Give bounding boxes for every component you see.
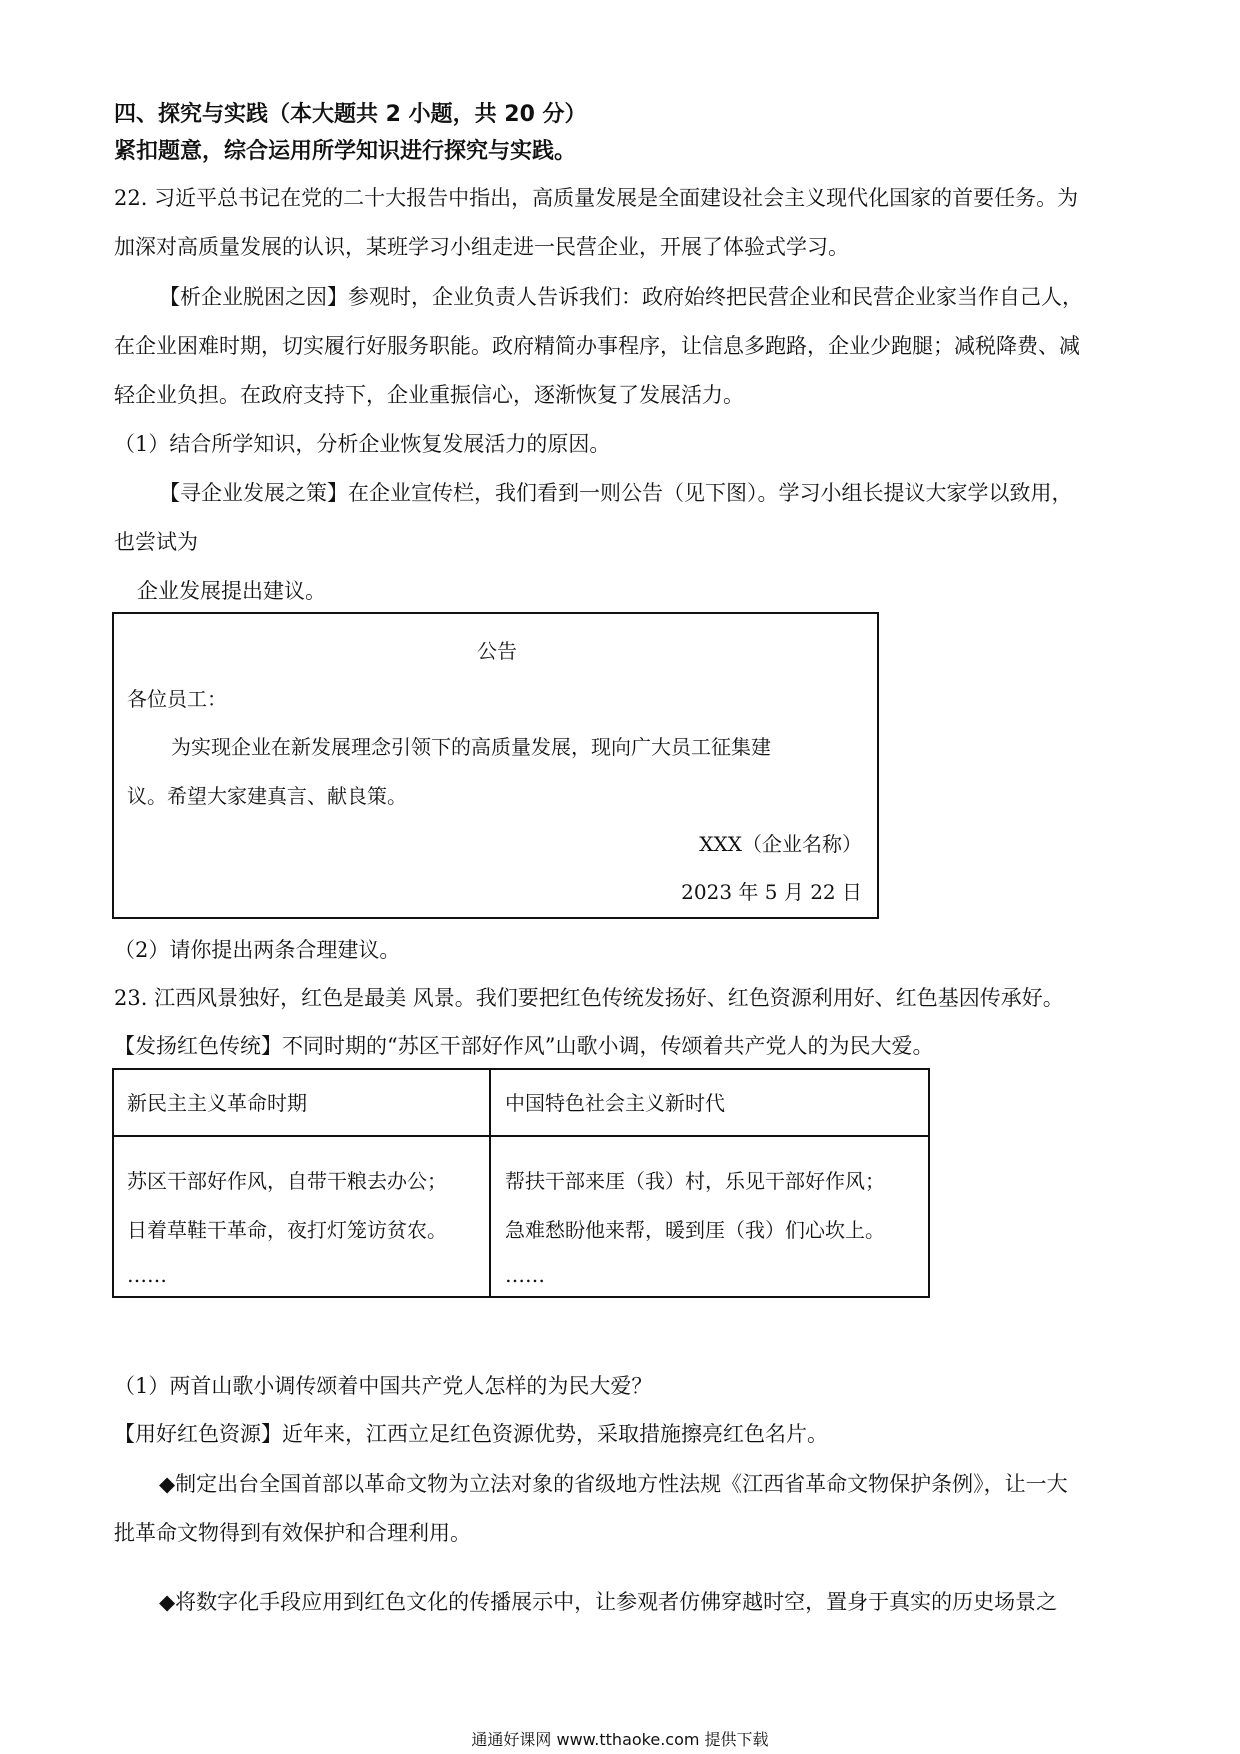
q23-part2-heading: 【用好红色资源】近年来，江西立足红色资源优势，采取措施擦亮红色名片。 <box>114 1422 828 1446</box>
table-divider-horizontal <box>114 1135 928 1137</box>
q23-intro: 23. 江西风景独好，红色是最美 风景。我们要把红色传统发扬好、红色资源利用好、红色基因传承好。 <box>114 986 1064 1010</box>
section-instruction: 紧扣题意，综合运用所学知识进行探究与实践。 <box>114 139 577 164</box>
notice-greeting: 各位员工： <box>127 687 227 711</box>
q23-bullet1-line2: 批革命文物得到有效保护和合理利用。 <box>114 1521 471 1545</box>
q22-question2: （2）请你提出两条合理建议。 <box>114 938 401 962</box>
q23-bullet1-line1: ◆制定出台全国首部以革命文物为立法对象的省级地方性法规《江西省革命文物保护条例》，让一大 <box>159 1472 1068 1496</box>
table-header-right: 中国特色社会主义新时代 <box>505 1091 725 1115</box>
q23-bullet2-line1: ◆将数字化手段应用到红色文化的传播展示中，让参观者仿佛穿越时空，置身于真实的历史场景之 <box>159 1590 1058 1614</box>
section-title: 四、探究与实践（本大题共 2 小题，共 20 分） <box>114 102 587 127</box>
q23-part1-heading: 【发扬红色传统】不同时期的“苏区干部好作风”山歌小调，传颂着共产党人的为民大爱。 <box>114 1034 934 1058</box>
q22-part2-line2: 也尝试为 <box>114 530 198 554</box>
songs-table <box>112 1068 930 1298</box>
notice-body-line1: 为实现企业在新发展理念引领下的高质量发展，现向广大员工征集建 <box>171 735 771 759</box>
notice-body-line2: 议。希望大家建真言、献良策。 <box>127 784 407 808</box>
notice-signature: XXX（企业名称） <box>699 832 862 856</box>
table-divider-vertical <box>489 1070 491 1296</box>
q22-part1-line2: 在企业困难时期，切实履行好服务职能。政府精简办事程序，让信息多跑路，企业少跑腿；减税降费、减 <box>114 334 1080 358</box>
page-footer: 通通好课网 www.tthaoke.com 提供下载 <box>471 1730 769 1749</box>
q22-part2-line1: 【寻企业发展之策】在企业宣传栏，我们看到一则公告（见下图）。学习小组长提议大家学以致用， <box>159 481 1073 505</box>
table-left-line3: …… <box>127 1263 167 1287</box>
q22-part1-line3: 轻企业负担。在政府支持下，企业重振信心，逐渐恢复了发展活力。 <box>114 383 744 407</box>
q22-intro-line1: 22. 习近平总书记在党的二十大报告中指出，高质量发展是全面建设社会主义现代化国家的首要任务。为 <box>114 186 1079 210</box>
table-right-line1: 帮扶干部来厓（我）村，乐见干部好作风； <box>505 1169 885 1193</box>
q22-part2-line3: 企业发展提出建议。 <box>137 579 326 603</box>
q22-intro-line2: 加深对高质量发展的认识，某班学习小组走进一民营企业，开展了体验式学习。 <box>114 235 849 259</box>
notice-box <box>112 612 879 919</box>
table-left-line2: 日着草鞋干革命，夜打灯笼访贫农。 <box>127 1218 447 1242</box>
q22-part1-line1: 【析企业脱困之因】参观时，企业负责人告诉我们：政府始终把民营企业和民营企业家当作自己人， <box>159 285 1083 309</box>
table-right-line2: 急难愁盼他来帮，暖到厓（我）们心坎上。 <box>505 1218 885 1242</box>
q22-question1: （1）结合所学知识，分析企业恢复发展活力的原因。 <box>114 432 611 456</box>
q23-question1: （1）两首山歌小调传颂着中国共产党人怎样的为民大爱？ <box>114 1374 653 1398</box>
notice-date: 2023 年 5 月 22 日 <box>681 880 862 904</box>
notice-title: 公告 <box>477 639 517 663</box>
table-right-line3: …… <box>505 1263 545 1287</box>
table-left-line1: 苏区干部好作风，自带干粮去办公； <box>127 1169 447 1193</box>
table-header-left: 新民主主义革命时期 <box>127 1091 307 1115</box>
